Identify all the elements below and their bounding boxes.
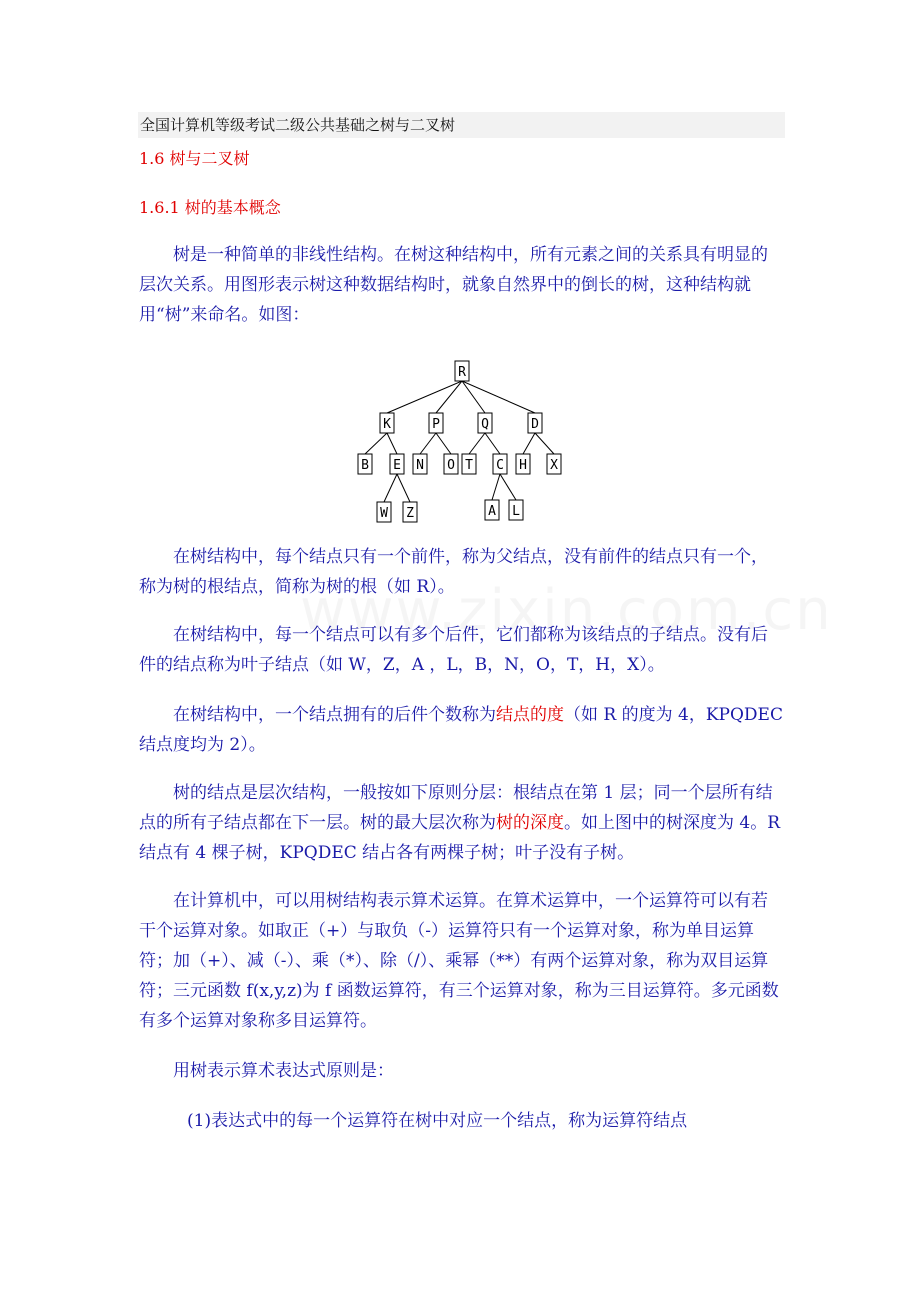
tree-edge-k-e xyxy=(387,433,397,454)
tree-edge-q-c xyxy=(485,433,500,454)
paragraph-leaf: 在树结构中，每一个结点可以有多个后件，它们都称为该结点的子结点。没有后件的结点称为叶子结点（如 W，Z，A ，L，B，N，O，T，H，X）。 xyxy=(139,625,768,675)
depth-text-a: 树的结点是层次结构，一般按如下原则分层：根结点在第 1 层；同一个层所有结点的所有子结点都在下一层。树的最大层次称为 xyxy=(139,783,773,833)
tree-node-label: Z xyxy=(406,506,414,521)
tree-node-b xyxy=(358,454,372,474)
tree-edge-r-p xyxy=(436,381,462,413)
section-heading: 1.6 树与二叉树 xyxy=(139,149,250,168)
degree-text-b: （如 R 的度为 4，KPQDEC 结点度均为 2）。 xyxy=(139,705,783,755)
tree-node-label: O xyxy=(447,458,455,473)
tree-edge-p-o xyxy=(436,433,451,454)
paragraph-arithmetic: 在计算机中，可以用树结构表示算术运算。在算术运算中，一个运算符可以有若干个运算对象。如取正（+）与取负（-）运算符只有一个运算对象，称为单目运算符；加（+）、减（-）、乘（*）、除（/）、乘幂（**）有两个运算对象，称为双目运算符；三元函数 f(x,y,z)为 f 函数运算符，有三个运算对象，称为三目运算符。多元函数有多个运算对象称多目运算符。 xyxy=(139,891,779,1031)
tree-node-c xyxy=(493,454,507,474)
tree-node-q xyxy=(478,413,492,433)
tree-node-x xyxy=(547,454,561,474)
document-title: 全国计算机等级考试二级公共基础之树与二叉树 xyxy=(138,112,785,138)
tree-diagram xyxy=(340,350,580,530)
tree-node-w xyxy=(377,502,391,522)
tree-node-label: W xyxy=(380,506,388,521)
tree-node-label: X xyxy=(550,458,558,473)
tree-node-label: C xyxy=(496,458,504,473)
tree-edge-d-h xyxy=(523,433,535,454)
watermark xyxy=(300,578,833,643)
tree-node-n xyxy=(413,454,427,474)
tree-edge-p-n xyxy=(420,433,436,454)
tree-node-p xyxy=(429,413,443,433)
degree-term: 结点的度 xyxy=(496,705,564,725)
tree-node-z xyxy=(403,502,417,522)
tree-node-label: D xyxy=(531,417,539,432)
tree-node-l xyxy=(509,500,523,520)
depth-term: 树的深度 xyxy=(496,813,564,833)
tree-edge-c-a xyxy=(492,474,500,500)
paragraph-rule-1: (1)表达式中的每一个运算符在树中对应一个结点，称为运算符结点 xyxy=(187,1111,688,1131)
tree-node-label: B xyxy=(361,458,369,473)
tree-edge-e-w xyxy=(384,474,397,502)
tree-node-label: E xyxy=(393,458,401,473)
tree-node-label: A xyxy=(488,504,496,519)
tree-node-r xyxy=(455,361,469,381)
subsection-heading: 1.6.1 树的基本概念 xyxy=(139,198,281,217)
tree-edge-c-l xyxy=(500,474,516,500)
paragraph-degree xyxy=(139,700,784,760)
tree-node-label: K xyxy=(383,417,391,432)
degree-text-a: 在树结构中，一个结点拥有的后件个数称为 xyxy=(173,705,496,725)
tree-node-h xyxy=(516,454,530,474)
depth-text-b: 。如上图中的树深度为 4。R 结点有 4 棵子树，KPQDEC 结占各有两棵子树；叶子没有子树。 xyxy=(139,813,781,863)
tree-node-label: L xyxy=(512,504,520,519)
tree-node-o xyxy=(444,454,458,474)
tree-node-label: R xyxy=(458,365,466,380)
paragraph-root: 在树结构中，每个结点只有一个前件，称为父结点，没有前件的结点只有一个，称为树的根结点，简称为树的根（如 R）。 xyxy=(139,547,768,597)
tree-node-label: T xyxy=(465,458,473,473)
tree-node-label: N xyxy=(416,458,424,473)
tree-edge-d-x xyxy=(535,433,554,454)
tree-edge-q-t xyxy=(469,433,485,454)
tree-node-d xyxy=(528,413,542,433)
tree-node-e xyxy=(390,454,404,474)
tree-node-label: H xyxy=(519,458,527,473)
paragraph-intro: 树是一种简单的非线性结构。在树这种结构中，所有元素之间的关系具有明显的层次关系。用图形表示树这种数据结构时，就象自然界中的倒长的树，这种结构就用“树”来命名。如图： xyxy=(139,245,768,325)
tree-edge-e-z xyxy=(397,474,410,502)
tree-node-label: P xyxy=(432,417,440,432)
tree-node-k xyxy=(380,413,394,433)
tree-node-a xyxy=(485,500,499,520)
tree-edge-k-b xyxy=(365,433,387,454)
paragraph-depth xyxy=(139,778,784,868)
tree-node-label: Q xyxy=(481,417,489,432)
tree-node-t xyxy=(462,454,476,474)
paragraph-principle: 用树表示算术表达式原则是： xyxy=(173,1061,394,1081)
tree-edge-r-k xyxy=(387,381,462,413)
